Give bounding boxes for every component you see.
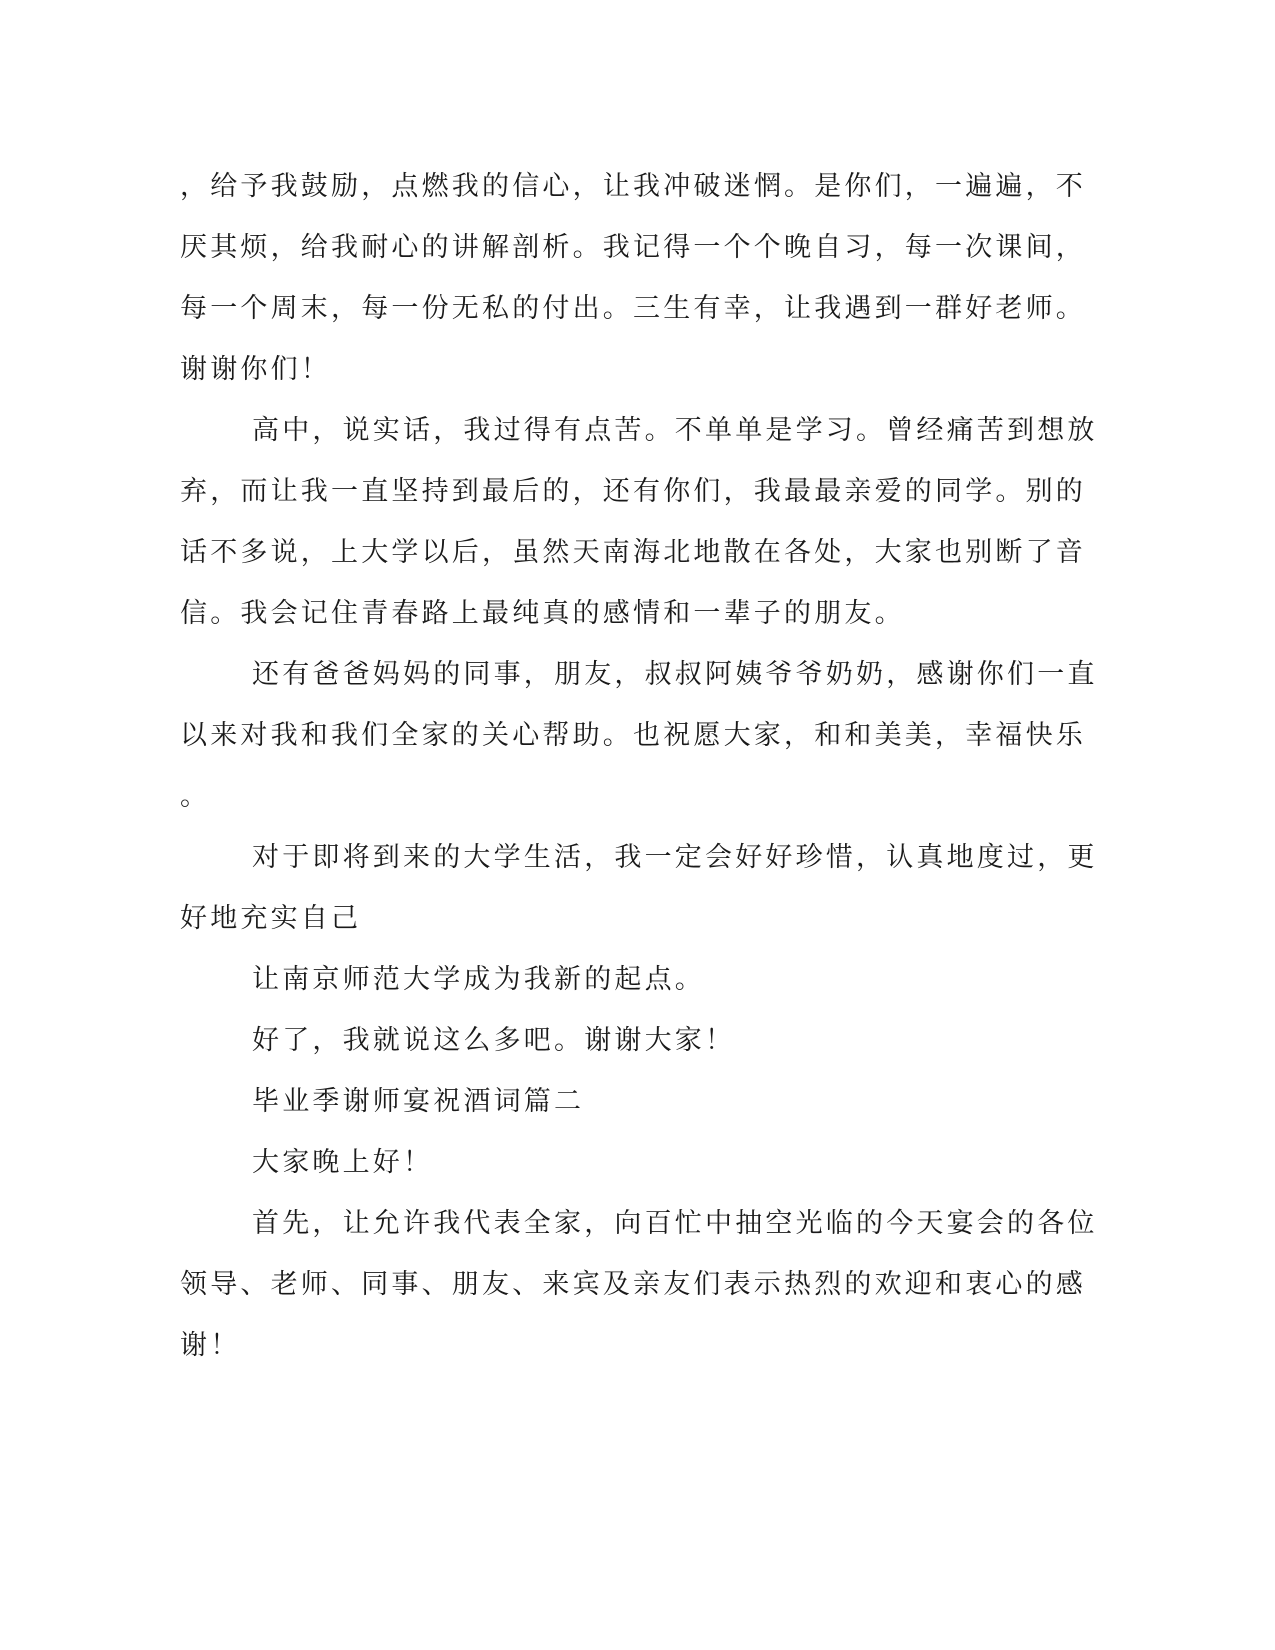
section-heading: 毕业季谢师宴祝酒词篇二 — [252, 1086, 585, 1117]
text-line: 每一个周末，每一份无私的付出。三生有幸，让我遇到一群好老师。 — [180, 293, 1086, 324]
text-line: 话不多说，上大学以后，虽然天南海北地散在各处，大家也别断了音 — [180, 537, 1086, 568]
paragraph-start-line: 让南京师范大学成为我新的起点。 — [252, 964, 705, 995]
paragraph-start-line: 首先，让允许我代表全家，向百忙中抽空光临的今天宴会的各位 — [252, 1208, 1098, 1239]
text-line: 厌其烦，给我耐心的讲解剖析。我记得一个个晚自习，每一次课间， — [180, 232, 1086, 263]
text-line: ，给予我鼓励，点燃我的信心，让我冲破迷惘。是你们，一遍遍，不 — [180, 171, 1086, 202]
greeting-line: 大家晚上好！ — [252, 1147, 434, 1178]
text-line: 。 — [180, 781, 211, 812]
paragraph-start-line: 高中，说实话，我过得有点苦。不单单是学习。曾经痛苦到想放 — [252, 415, 1098, 446]
paragraph-start-line: 好了，我就说这么多吧。谢谢大家！ — [252, 1025, 736, 1056]
paragraph-start-line: 对于即将到来的大学生活，我一定会好好珍惜，认真地度过，更 — [252, 842, 1098, 873]
text-line: 谢谢你们！ — [180, 354, 331, 385]
text-line: 好地充实自己 — [180, 903, 362, 934]
paragraph-start-line: 还有爸爸妈妈的同事，朋友，叔叔阿姨爷爷奶奶，感谢你们一直 — [252, 659, 1098, 690]
document-body — [180, 156, 1098, 1376]
text-line: 信。我会记住青春路上最纯真的感情和一辈子的朋友。 — [180, 598, 905, 629]
text-line: 领导、老师、同事、朋友、来宾及亲友们表示热烈的欢迎和衷心的感 — [180, 1269, 1086, 1300]
text-line: 以来对我和我们全家的关心帮助。也祝愿大家，和和美美，幸福快乐 — [180, 720, 1086, 751]
text-line: 谢！ — [180, 1330, 241, 1361]
text-line: 弃，而让我一直坚持到最后的，还有你们，我最最亲爱的同学。别的 — [180, 476, 1086, 507]
